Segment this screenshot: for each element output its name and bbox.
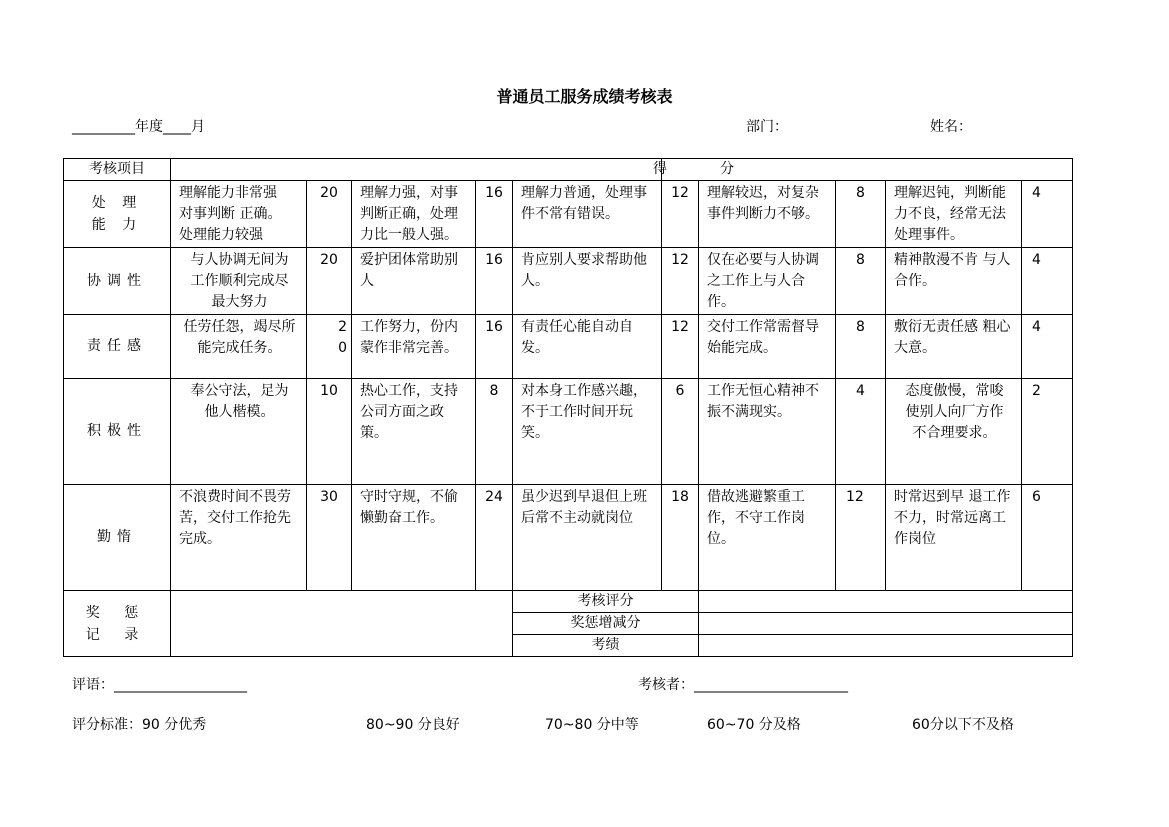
category-processing: 处 理 能 力 [64,181,171,248]
score-cell: 4 [1022,248,1073,315]
header-score-left: 得 [171,159,662,181]
score-cell: 16 [476,315,513,379]
category-initiative: 积极性 [64,379,171,485]
standard-pass: 60~70 分及格 [707,717,801,733]
score-cell: 16 [476,248,513,315]
desc-cell: 交付工作常需督导始能完成。 [699,315,836,379]
adjust-value [699,613,1073,635]
desc-cell: 有责任心能自动自发。 [513,315,662,379]
score-cell: 24 [476,485,513,591]
name-label: 姓名： [930,119,972,135]
score-cell: 20 [307,248,352,315]
table-row [64,315,1073,379]
rating-label: 考核评分 [513,591,699,613]
period-field: _________年度____月 [72,119,205,135]
desc-cell: 对本身工作感兴趣，不于工作时间开玩笑。 [513,379,662,485]
desc-cell: 敷衍无责任感 粗心大意。 [886,315,1022,379]
desc-cell: 理解能力非常强 对事判断 正确。 处理能力较强 [171,181,307,248]
desc-cell: 精神散漫不肯 与人合作。 [886,248,1022,315]
score-cell: 2 0 [307,315,352,379]
header-score-right: 分 [662,159,1073,181]
comment-field: 评语：___________________ [72,677,247,693]
category-responsibility: 责任感 [64,315,171,379]
desc-cell: 守时守规，不偷懒勤奋工作。 [352,485,476,591]
department-label: 部门： [746,119,788,135]
score-cell: 12 [662,315,699,379]
score-cell: 8 [836,248,886,315]
score-cell: 6 [1022,485,1073,591]
score-cell: 12 [662,181,699,248]
rating-value [699,591,1073,613]
standard-good: 80~90 分良好 [366,717,460,733]
score-cell: 30 [307,485,352,591]
score-cell: 2 [1022,379,1073,485]
score-cell: 8 [836,315,886,379]
score-cell: 6 [662,379,699,485]
page-title: 普通员工服务成绩考核表 [496,87,673,106]
assessor-field: 考核者：______________________ [638,677,848,693]
desc-cell: 与人协调无间为 工作顺利完成尽 最大努力 [171,248,307,315]
score-cell: 4 [1022,315,1073,379]
table-row [64,181,1073,248]
desc-cell: 工作无恒心精神不振不满现实。 [699,379,836,485]
desc-cell: 态度傲慢，常唆 使别人向厂方作 不合理要求。 [886,379,1022,485]
desc-cell: 借故逃避繁重工作，不守工作岗位。 [699,485,836,591]
desc-cell: 工作努力，份内蒙作非常完善。 [352,315,476,379]
score-cell: 8 [476,379,513,485]
result-value [699,635,1073,657]
reward-record-label: 奖 惩 记 录 [64,591,171,657]
desc-cell: 理解较迟，对复杂事件判断力不够。 [699,181,836,248]
standard-excellent: 评分标准：90 分优秀 [72,717,207,733]
assessment-table [63,158,1073,657]
desc-cell: 任劳任怨，竭尽所能完成任务。 [171,315,307,379]
score-cell: 18 [662,485,699,591]
desc-cell: 时常迟到早 退工作不力，时常远离工作岗位 [886,485,1022,591]
score-cell: 16 [476,181,513,248]
desc-cell: 理解力普通，处理事件不常有错误。 [513,181,662,248]
desc-cell: 虽少迟到早退但上班后常不主动就岗位 [513,485,662,591]
score-cell: 12 [836,485,886,591]
score-cell: 4 [836,379,886,485]
desc-cell: 肯应别人要求帮助他人。 [513,248,662,315]
score-cell: 8 [836,181,886,248]
score-cell: 20 [307,181,352,248]
score-cell: 12 [662,248,699,315]
desc-cell: 不浪费时间不畏劳苦，交付工作抢先完成。 [171,485,307,591]
reward-record-content [171,591,513,657]
desc-cell: 爱护团体常助别人 [352,248,476,315]
table-row [64,485,1073,591]
category-diligence: 勤惰 [64,485,171,591]
score-cell: 4 [1022,181,1073,248]
standard-medium: 70~80 分中等 [545,717,639,733]
standard-fail: 60分以下不及格 [912,717,1014,733]
result-label: 考绩 [513,635,699,657]
desc-cell: 热心工作，支持公司方面之政策。 [352,379,476,485]
table-row [64,248,1073,315]
desc-cell: 理解迟钝，判断能力不良，经常无法 处理事件。 [886,181,1022,248]
desc-cell: 奉公守法，足为 他人楷模。 [171,379,307,485]
header-item: 考核项目 [64,159,171,181]
score-cell: 10 [307,379,352,485]
desc-cell: 仅在必要与人协调之工作上与人合作。 [699,248,836,315]
table-row [64,379,1073,485]
desc-cell: 理解力强，对事判断正确，处理力比一般人强。 [352,181,476,248]
adjust-label: 奖惩增减分 [513,613,699,635]
category-coordination: 协调性 [64,248,171,315]
